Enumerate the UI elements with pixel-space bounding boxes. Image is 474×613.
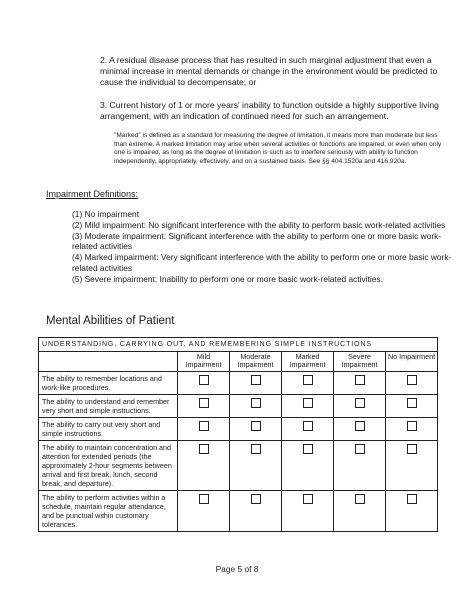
checkbox[interactable]	[303, 421, 313, 431]
impairment-definition: (2) Mild impairment: No significant interference with the ability to perform basic work-related activities	[72, 219, 446, 230]
checkbox[interactable]	[199, 375, 209, 385]
section-title: Mental Abilities of Patient	[46, 315, 175, 327]
marked-definition-note: "Marked" is defined as a standard for measuring the degree of limitation, it means more than moderate but less than extreme. A marked limitation may arise when several activities or functions are impaired, or even when only one is impaired, as long as the degree of limitation is such as to interfere seriously with ability to function independently, appropriately, effectively, and on a sustained basis. See §§ 404.1520a and 416.920a.	[114, 132, 442, 165]
checkbox[interactable]	[407, 444, 417, 454]
impairment-definition: (1) No impairment	[72, 209, 140, 219]
ability-label: The ability to maintain concentration and attention for extended periods (the approximately 2-hour segments between arrival and first break, lunch, second break, and departure).	[39, 440, 178, 490]
ability-label: The ability to perform activities within a schedule, maintain regular attendance, and be punctual within customary tolerances.	[39, 490, 178, 531]
checkbox[interactable]	[303, 494, 313, 504]
page-number: Page 5 of 8	[215, 564, 259, 574]
table-row	[39, 490, 438, 531]
checkbox[interactable]	[407, 494, 417, 504]
checkbox[interactable]	[407, 375, 417, 385]
column-header: No Impairment	[386, 352, 438, 372]
table-row	[39, 440, 438, 490]
checkbox[interactable]	[199, 494, 209, 504]
checkbox[interactable]	[303, 444, 313, 454]
table-row	[39, 371, 438, 394]
checkbox[interactable]	[251, 398, 261, 408]
impairment-definition: (5) Severe impairment: Inability to perform one or more basic work-related activities.	[72, 273, 383, 284]
checkbox[interactable]	[251, 444, 261, 454]
checkbox[interactable]	[355, 398, 365, 408]
checkbox[interactable]	[407, 421, 417, 431]
table-row	[39, 394, 438, 417]
impairment-definitions-list	[72, 209, 452, 285]
checkbox[interactable]	[199, 444, 209, 454]
table-header-row	[39, 352, 438, 372]
ability-label: The ability to remember locations and work-like procedures.	[39, 371, 178, 394]
impairment-definitions-heading: Impairment Definitions:	[46, 189, 139, 199]
checkbox[interactable]	[251, 421, 261, 431]
ability-label: The ability to carry out very short and simple instructions.	[39, 417, 178, 440]
checkbox[interactable]	[355, 421, 365, 431]
impairment-definition: (3) Moderate impairment: Significant interference with the ability to perform one or more basic work-related activities	[72, 230, 442, 252]
checkbox[interactable]	[303, 375, 313, 385]
checkbox[interactable]	[355, 444, 365, 454]
column-header: Marked Impairment	[282, 352, 334, 372]
checkbox[interactable]	[303, 398, 313, 408]
checkbox[interactable]	[355, 494, 365, 504]
ability-label: The ability to understand and remember very short and simple instructions.	[39, 394, 178, 417]
impairment-definition: (4) Marked impairment: Very significant interference with the ability to perform one or more basic work-related activities	[72, 252, 452, 273]
checkbox[interactable]	[199, 421, 209, 431]
mental-abilities-table	[38, 337, 438, 532]
criteria-item-3: 3. Current history of 1 or more years' inability to function outside a highly supportive living arrangement, with an indication of continued need for such an arrangement.	[100, 100, 439, 122]
column-header: Moderate Impairment	[230, 352, 282, 372]
checkbox[interactable]	[355, 375, 365, 385]
checkbox[interactable]	[407, 398, 417, 408]
criteria-item-2: 2. A residual disease process that has resulted in such marginal adjustment that even a minimal increase in mental demands or change in the environment would be predicted to cause the individual to decompensate; or	[100, 55, 438, 88]
header-blank	[39, 352, 178, 372]
table-row	[39, 417, 438, 440]
checkbox[interactable]	[199, 398, 209, 408]
column-header: Severe Impairment	[334, 352, 386, 372]
column-header: Mild Impairment	[178, 352, 230, 372]
checkbox[interactable]	[251, 375, 261, 385]
checkbox[interactable]	[251, 494, 261, 504]
table-banner: UNDERSTANDING, CARRYING OUT, AND REMEMBERING SIMPLE INSTRUCTIONS	[39, 338, 438, 352]
